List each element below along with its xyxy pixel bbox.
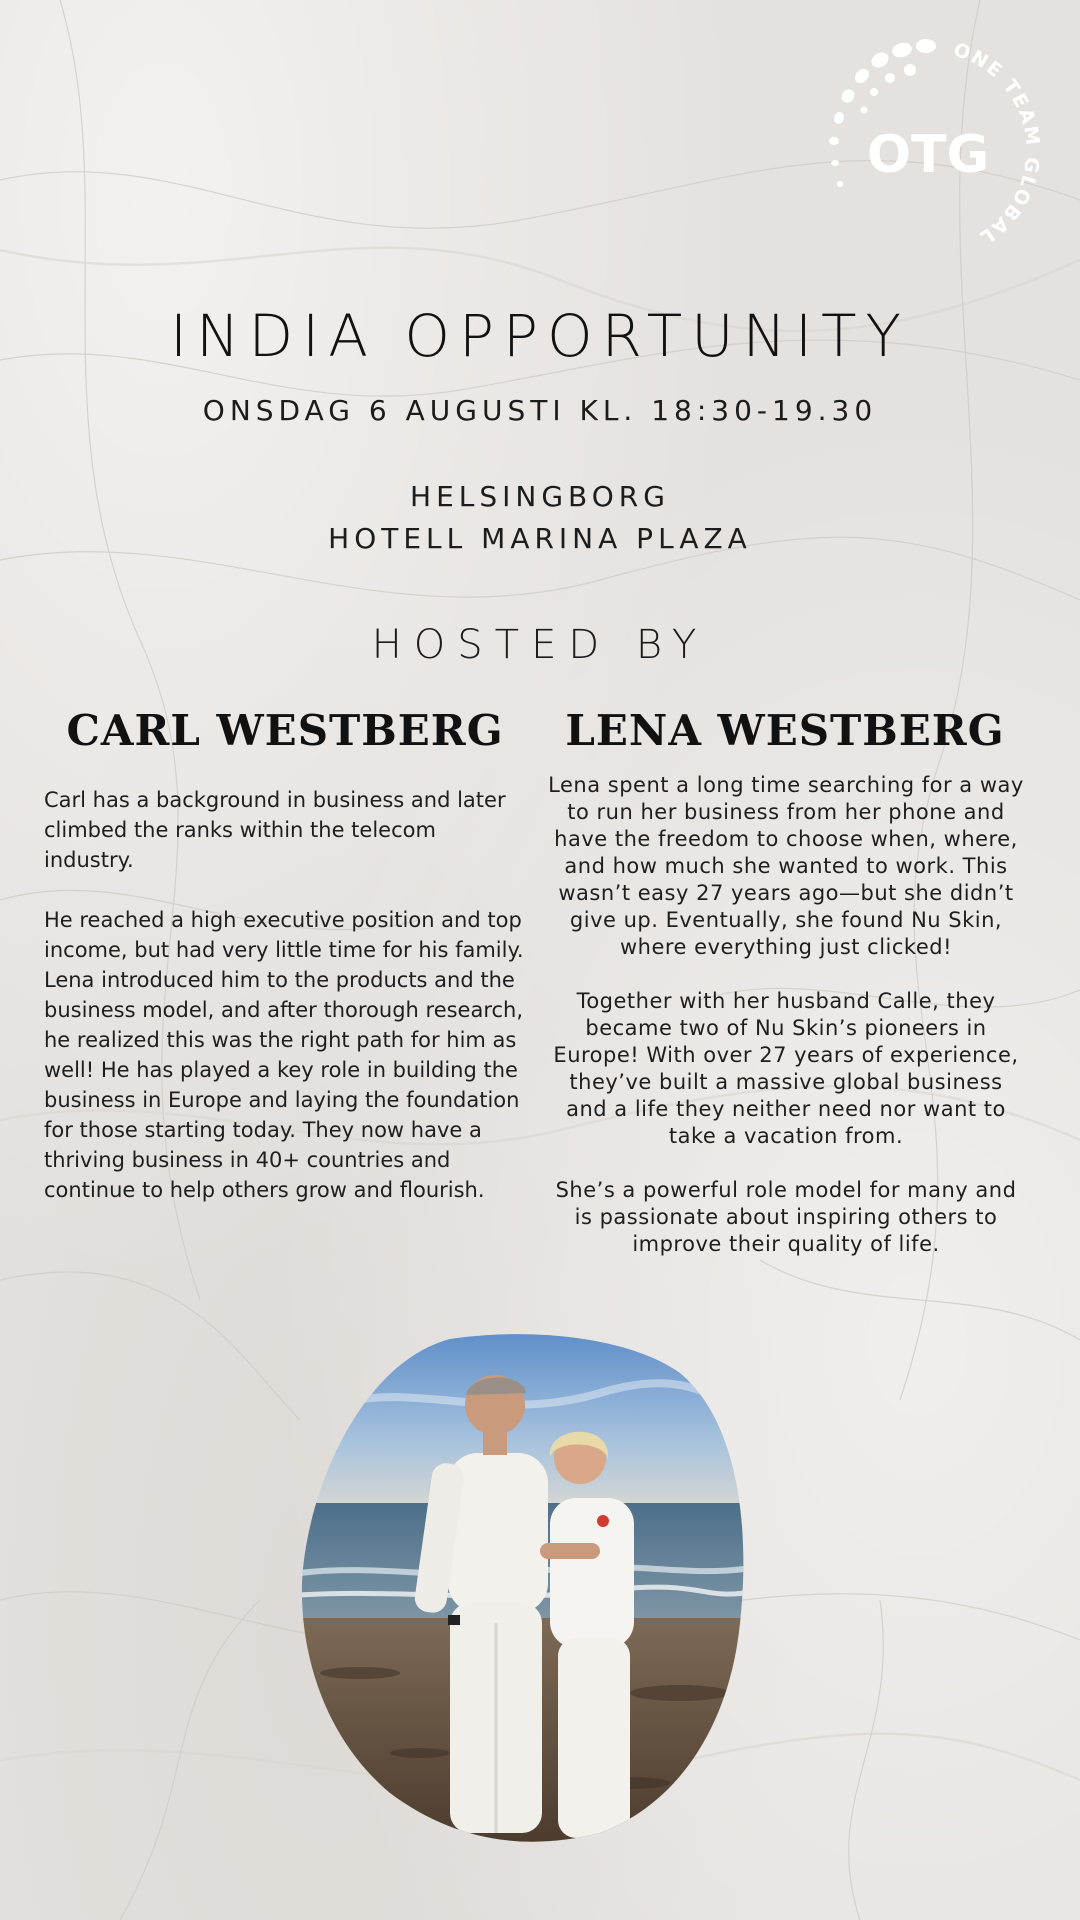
bio-paragraph: She’s a powerful role model for many and is passionate about inspiring others to improve their quality of life.: [555, 1178, 1017, 1256]
host-name-lena: LENA WESTBERG: [565, 706, 1005, 755]
event-venue: HOTELL MARINA PLAZA: [328, 522, 752, 555]
bio-paragraph: He reached a high executive position and top income, but had very little time for his family. Lena introduced him to the products and the business model, and after thorough research, he realized this was the right path for him as well! He has played a key role in building the business in Europe and laying the foundation for those starting today. They now have a thriving business in 40+ countries and continue to help others grow and flourish.: [44, 908, 524, 1202]
event-date-time: ONSDAG 6 AUGUSTI KL. 18:30-19.30: [202, 394, 878, 427]
otg-logo-icon: [808, 30, 1048, 270]
host-bio-lena: [546, 772, 1026, 1285]
logo-ring-text: ONE TEAM GLOBAL: [950, 38, 1044, 250]
host-name-carl: CARL WESTBERG: [66, 706, 504, 755]
otg-logo: [808, 30, 1048, 270]
event-city: HELSINGBORG: [410, 480, 670, 513]
event-title: INDIA OPPORTUNITY: [170, 302, 910, 370]
event-location: [0, 476, 1080, 560]
host-bio-carl: [44, 785, 524, 1235]
hosted-by-heading: HOSTED BY: [371, 622, 709, 668]
bio-paragraph: Carl has a background in business and later climbed the ranks within the telecom industry.: [44, 788, 506, 872]
bio-paragraph: Lena spent a long time searching for a way to run her business from her phone and have the freedom to choose when, where, and how much she wanted to work. This wasn’t easy 27 years ago—but she didn’t give up. Eventually, she found Nu Skin, where everything just clicked!: [548, 773, 1024, 959]
bio-paragraph: Together with her husband Calle, they became two of Nu Skin’s pioneers in Europe! With over 27 years of experience, they’ve built a massive global business and a life they neither need nor want to take a vacation from.: [553, 989, 1019, 1148]
logo-text: OTG: [866, 125, 990, 185]
hosts-photo: [300, 1333, 744, 1843]
